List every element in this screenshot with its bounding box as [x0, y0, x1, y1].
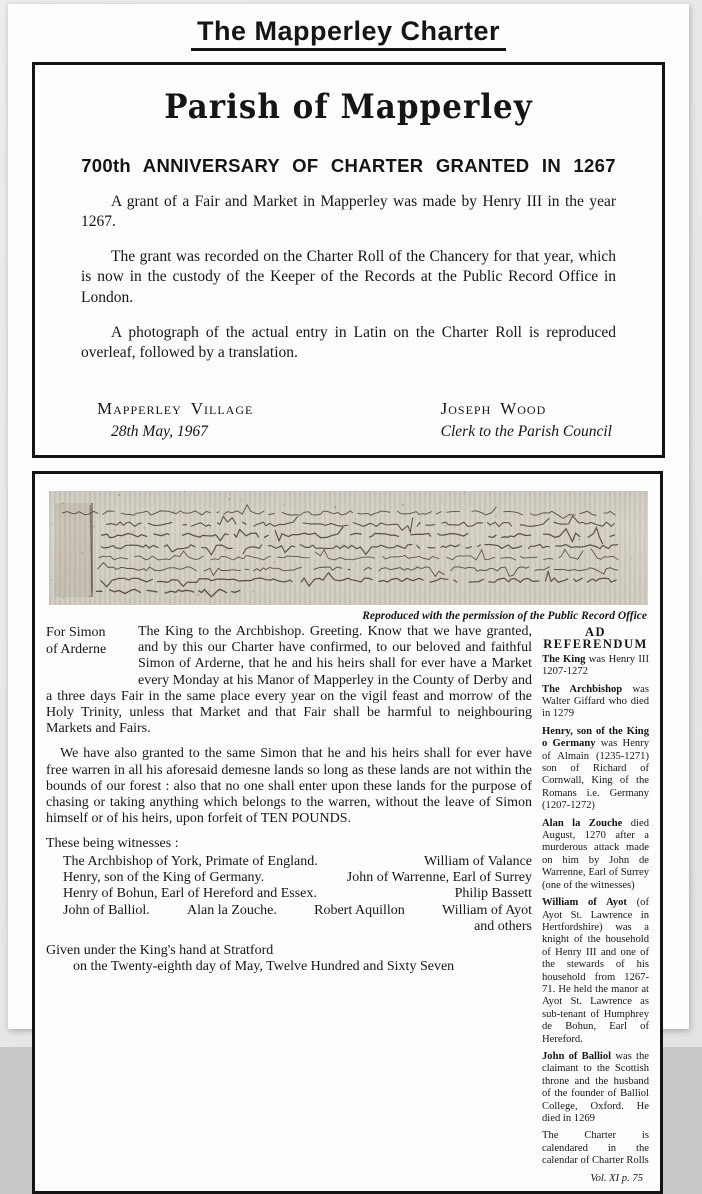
note-lead-in: The King [542, 653, 586, 665]
witness-name: John of Balliol. [63, 902, 150, 918]
witness-line [63, 870, 532, 886]
witness-line [63, 886, 532, 902]
notice-paragraph: A photograph of the actual entry in Latin on the Charter Roll is reproduced overleaf, followed by a translation. [81, 323, 616, 361]
note-lead-in: Henry, son of the King o Germany [542, 725, 649, 750]
signoff-place-block [83, 399, 253, 441]
signoff-name-block [441, 399, 614, 441]
charter-columns [46, 624, 651, 1185]
witness-line [63, 854, 532, 870]
witness-name: Henry, son of the King of Germany. [63, 870, 265, 886]
translation-paragraph-2: We have also granted to the same Simon that he and his heirs shall for ever have free warren in all his aforesaid demesne lands so long as these lands are not within the bounds of our forest : also that no one shall enter upon these lands for the purpose of chasing or taking anything which belongs to the warren, without the leave of Simon himself or of his heirs, upon forfeit of TEN POUNDS. [46, 746, 532, 827]
parish-masthead: Parish of Mapperley [164, 87, 533, 127]
signoff-place: Mapperley Village [97, 398, 254, 418]
signoff-row [83, 399, 614, 441]
closing-block [46, 943, 532, 975]
anniversary-heading: 700th ANNIVERSARY OF CHARTER GRANTED IN 1267 [81, 155, 616, 176]
translation-column [46, 624, 532, 1185]
photo-caption: Reproduced with the permission of the Public Record Office [362, 609, 647, 622]
witness-name: John of Warrenne, Earl of Surrey [346, 870, 532, 886]
margin-note [46, 624, 138, 674]
ad-referendum-note: Henry, son of the King o Germany was Henry of Almain (1235-1271) son of Richard of Cornwall, King of the Romans i.e. Germany (1207-1272) [542, 725, 649, 812]
witness-name: and others [474, 919, 532, 935]
closing-line: on the Twenty-eighth day of May, Twelve Hundred and Sixty Seven [73, 958, 455, 974]
witness-name: Robert Aquillon [314, 902, 405, 918]
notice-paragraph: A grant of a Fair and Market in Mapperley was made by Henry III in the year 1267. [81, 193, 616, 231]
ad-referendum-note: John of Balliol was the claimant to the Scottish throne and the husband of the founder of Balliol College, Oxford. He died in 1269 [542, 1050, 649, 1125]
ad-referendum-column [542, 624, 651, 1185]
note-reference: Vol. XI p. 75 [590, 1172, 643, 1184]
witness-name: William of Valance [423, 853, 532, 869]
page-header [8, 16, 689, 51]
note-lead-in: John of Balliol [542, 1050, 612, 1062]
ad-referendum-note: The Archbishop was Walter Giffard who died in 1279 [542, 683, 649, 720]
notice-paragraph: The grant was recorded on the Charter Roll of the Chancery for that year, which is now in the custody of the Keeper of the Records at the Public Record Office in London. [81, 248, 616, 306]
margin-note-line: of Arderne [46, 641, 107, 657]
translation-paragraph-1 [46, 624, 532, 737]
manuscript-handwriting [49, 491, 648, 605]
witness-name: The Archbishop of York, Primate of England. [63, 853, 318, 869]
page-title: The Mapperley Charter [191, 16, 506, 51]
charter-manuscript-photo [49, 491, 648, 605]
witness-name: Henry of Bohun, Earl of Hereford and Essex. [63, 886, 317, 902]
witness-line [63, 919, 532, 935]
parish-notice-box [32, 62, 665, 458]
ad-referendum-note: William of Ayot (of Ayot St. Lawrence in Hertfordshire) was a knight of the household of Henry III and one of the stewards of his household from 1267-71. He held the manor at Ayot St. Lawrence as sub-tenant of Humphrey de Bohun, Earl of Hereford. [542, 897, 649, 1045]
witness-name: William of Ayot [442, 902, 532, 918]
signoff-role: Clerk to the Parish Council [440, 422, 612, 440]
signoff-name: Joseph Wood [440, 398, 547, 418]
paper-sheet [8, 4, 689, 1184]
witness-list [46, 854, 532, 936]
witness-name: Alan la Zouche. [187, 902, 277, 918]
ad-referendum-heading: AD REFERENDUM [543, 624, 648, 652]
charter-box [32, 471, 663, 1194]
ad-referendum-notes [542, 654, 649, 1185]
closing-line: Given under the King's hand at Stratford [46, 942, 274, 958]
witness-line [63, 903, 532, 919]
note-lead-in: Alan la Zouche [542, 817, 623, 829]
note-lead-in: The Archbishop [542, 683, 623, 695]
ad-referendum-note: Alan la Zouche died August, 1270 after a murderous attack made on him by John de Warrenne, Earl of Surrey (one of the witnesses) [542, 817, 649, 891]
note-lead-in: William of Ayot [542, 897, 627, 909]
witnesses-intro: These being witnesses : [46, 836, 179, 852]
ad-referendum-note: The King was Henry III 1207-1272 [542, 653, 649, 678]
ad-referendum-note: The Charter is calendared in the calendar of Charter Rolls [542, 1130, 649, 1167]
margin-note-line: For Simon [46, 624, 106, 640]
signoff-date: 28th May, 1967 [111, 422, 208, 440]
translation-text: The King to the Archbishop. Greeting. Know that we have granted, and by this our Charter have confirmed, to our beloved and faithful Simon of Arderne, that he and his heirs shall for ever have a Market every Monday at his Manor of Mapperley in the County of Derby and a three days Fair in the same place every year on the vigil feast and morrow of the Holy Trinity, unless that Market and that Fair shall be harmful to neighbouring Markets and Fairs. [46, 623, 532, 737]
witness-name: Philip Bassett [454, 886, 532, 902]
